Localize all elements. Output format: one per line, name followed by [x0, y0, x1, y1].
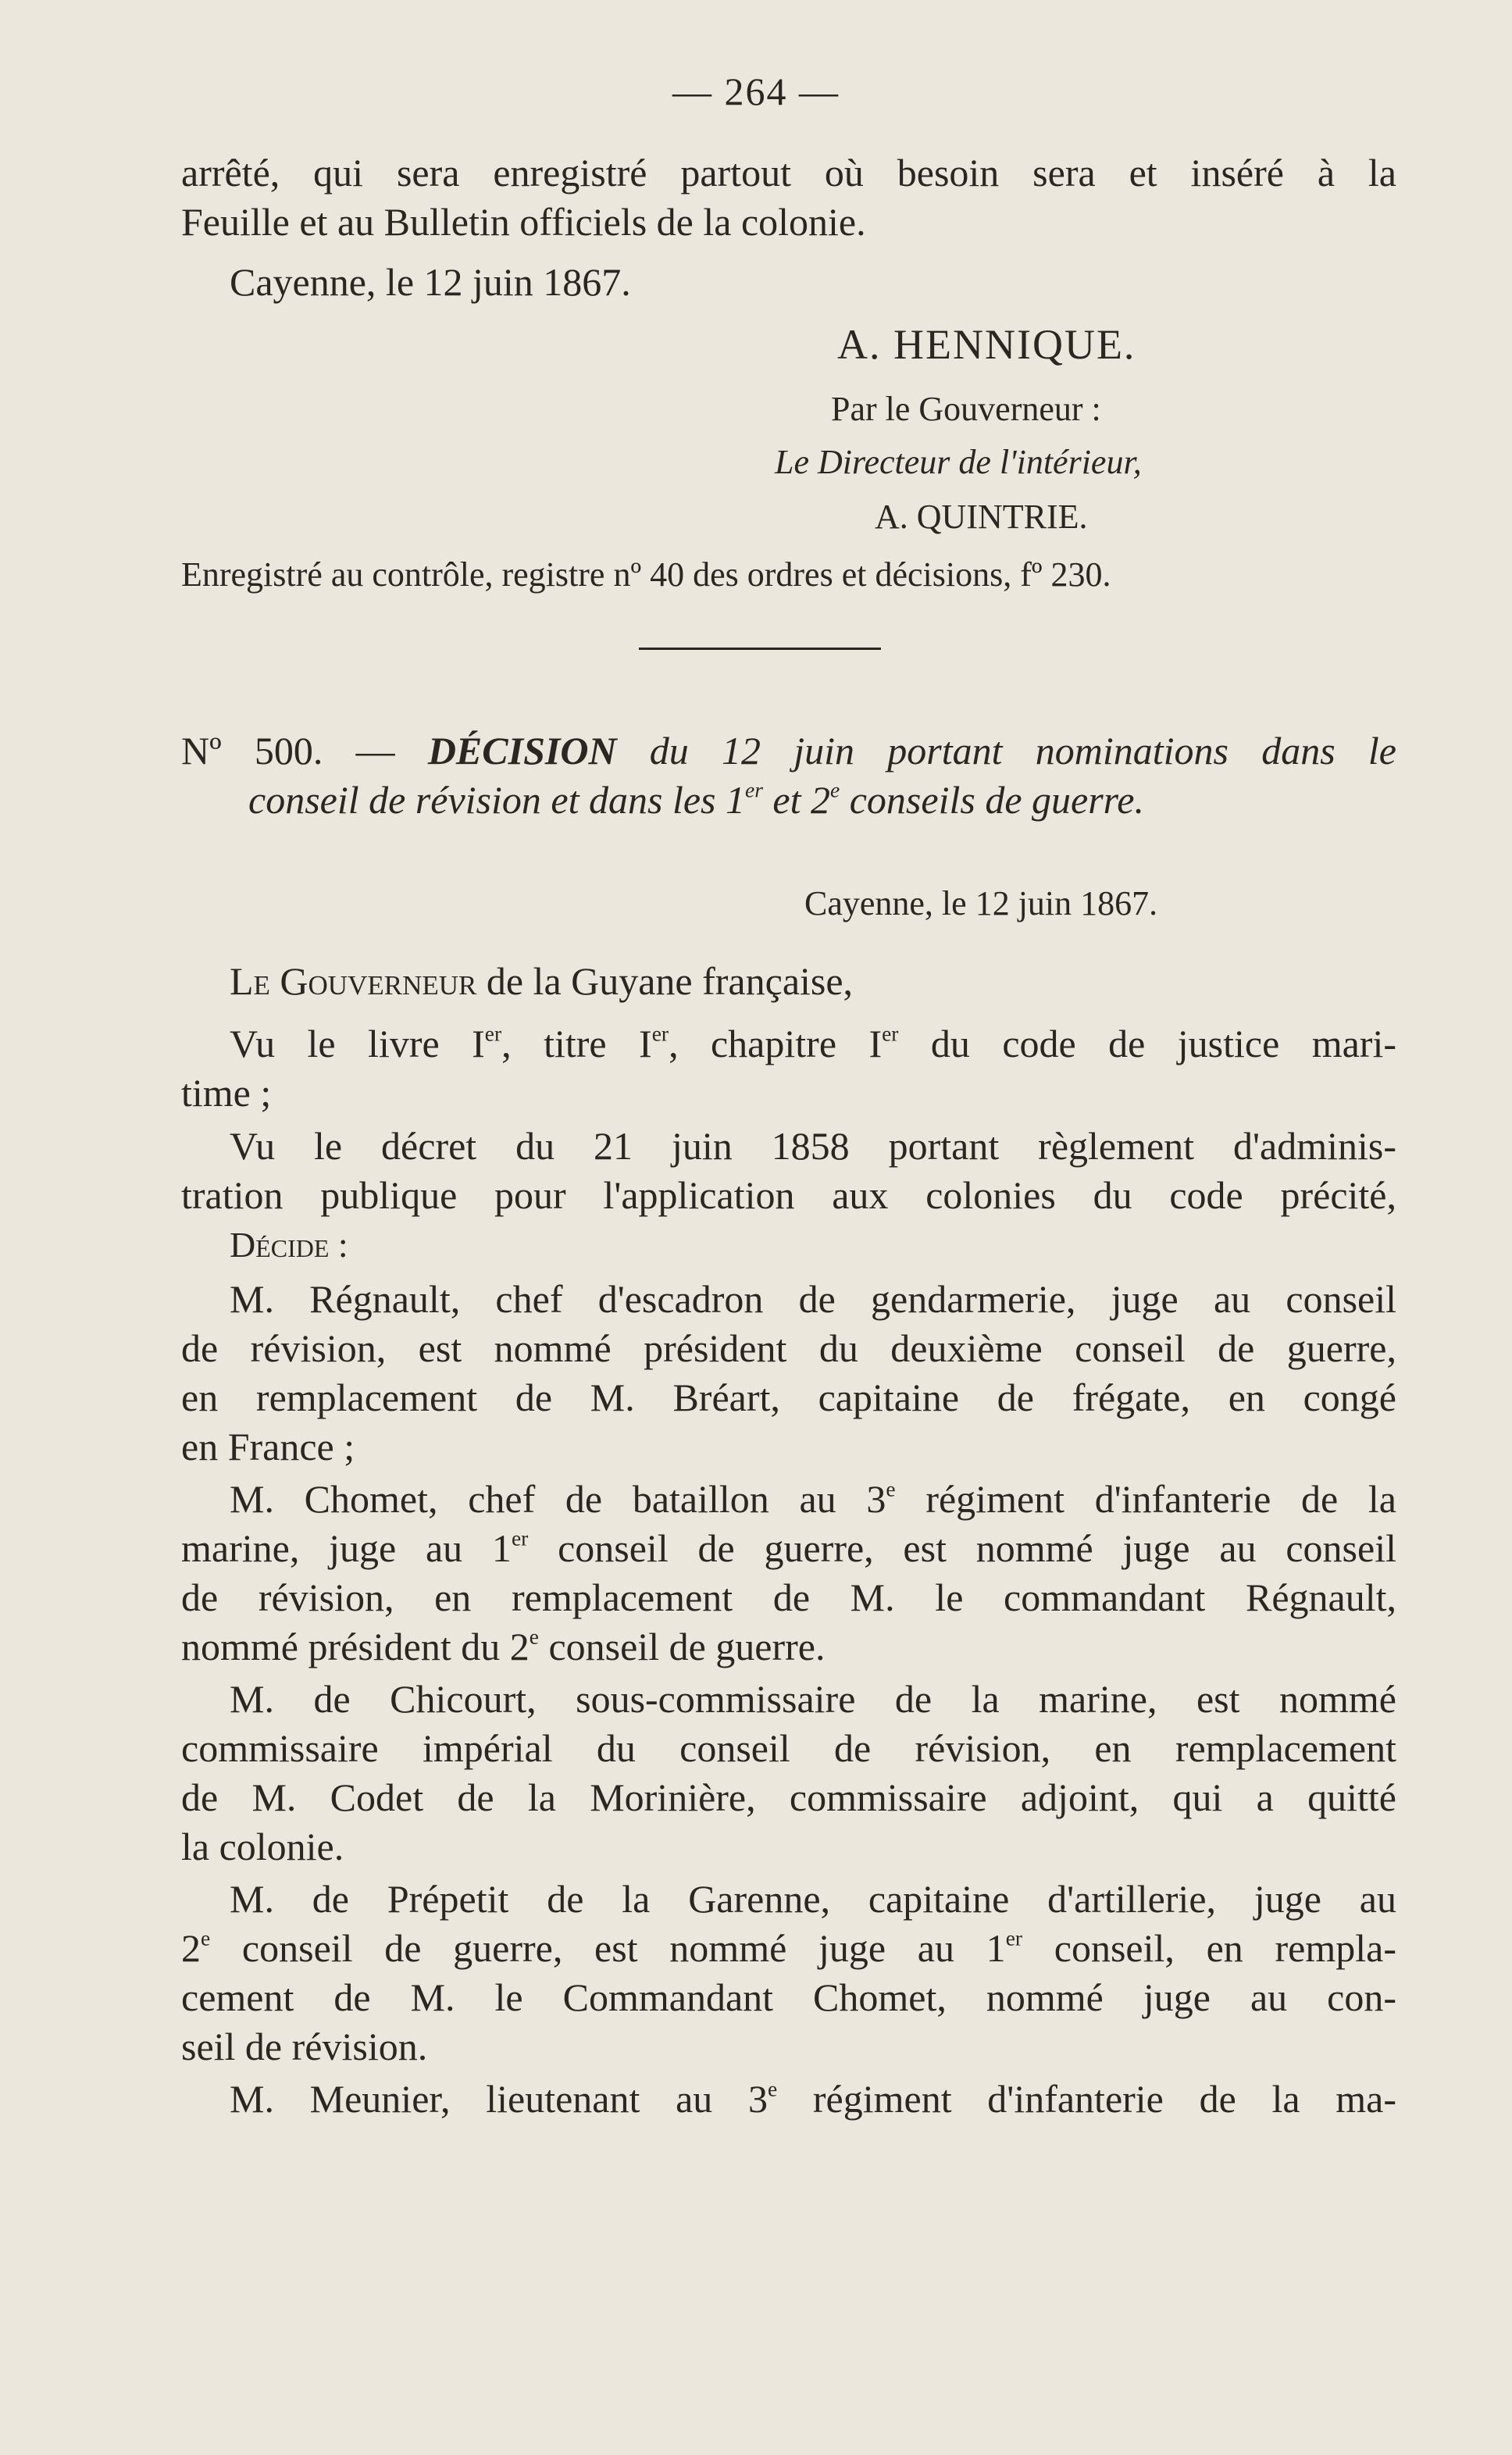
decision-dash: — — [355, 729, 395, 773]
intro-line-2: Feuille et au Bulletin officiels de la colonie. — [181, 200, 866, 244]
para-4-line-4: seil de révision. — [181, 2025, 428, 2068]
para-5-line-1: M. Meunier, lieutenant au 3e régiment d'infanterie de la ma- — [230, 2076, 1396, 2121]
para-2-line-2: marine, juge au 1er conseil de guerre, est nommé juge au conseil — [181, 1525, 1396, 1570]
intro-line-1: arrêté, qui sera enregistré partout où besoin sera et inséré à la — [181, 151, 1396, 194]
para-3-line-2: commissaire impérial du conseil de révision, en remplacement — [181, 1726, 1396, 1770]
section-divider — [639, 648, 881, 650]
signatory-name: A. HENNIQUE. — [837, 321, 1136, 368]
director-title: Le Directeur de l'intérieur, — [775, 443, 1142, 481]
para-1-line-3: en remplacement de M. Bréart, capitaine de frégate, en congé — [181, 1376, 1396, 1419]
governor-heading: Le Gouverneur — [230, 959, 477, 1003]
vu-1-line-2: time ; — [181, 1071, 272, 1115]
decision-place-date: Cayenne, le 12 juin 1867. — [804, 884, 1158, 922]
vu-1-line-1: Vu le livre Ier, titre Ier, chapitre Ier du code de justice mari- — [230, 1021, 1397, 1065]
page-number: — 264 — — [672, 70, 840, 113]
para-3-line-1: M. de Chicourt, sous-commissaire de la marine, est nommé — [230, 1677, 1396, 1721]
decision-number: Nº 500. — [181, 729, 323, 773]
by-governor-line: Par le Gouverneur : — [831, 390, 1101, 428]
para-4-line-3: cement de M. le Commandant Chomet, nommé juge au con- — [181, 1975, 1396, 2019]
decision-title-rest: du 12 juin portant nominations dans le — [616, 729, 1396, 773]
para-2-line-4: nommé président du 2e conseil de guerre. — [181, 1624, 826, 1668]
para-4-line-2: 2e conseil de guerre, est nommé juge au 1er conseil, en rempla- — [181, 1925, 1396, 1970]
decide-heading: Décide : — [230, 1225, 348, 1265]
para-3-line-3: de M. Codet de la Morinière, commissaire adjoint, qui a quitté — [181, 1775, 1396, 1819]
para-2-line-3: de révision, en remplacement de M. le commandant Régnault, — [181, 1575, 1396, 1619]
decision-word: DÉCISION — [427, 729, 617, 773]
director-name: A. QUINTRIE. — [875, 498, 1088, 536]
registration-line: Enregistré au contrôle, registre nº 40 des ordres et décisions, fº 230. — [181, 555, 1111, 594]
para-4-line-1: M. de Prépetit de la Garenne, capitaine d'artillerie, juge au — [230, 1877, 1396, 1921]
para-2-line-1: M. Chomet, chef de bataillon au 3e régiment d'infanterie de la — [230, 1476, 1396, 1521]
para-1-line-2: de révision, est nommé président du deuxième conseil de guerre, — [181, 1326, 1396, 1370]
decision-title-line-1 — [181, 726, 1396, 776]
para-1-line-4: en France ; — [181, 1425, 355, 1468]
para-3-line-4: la colonie. — [181, 1825, 344, 1868]
vu-2-line-2: tration publique pour l'application aux colonies du code précité, — [181, 1173, 1396, 1217]
intro-place-date: Cayenne, le 12 juin 1867. — [230, 260, 631, 304]
decision-title-line-2: conseil de révision et dans les 1er et 2e conseils de guerre. — [248, 777, 1144, 822]
governor-line: Le Gouverneur de la Guyane française, — [230, 959, 854, 1003]
vu-2-line-1: Vu le décret du 21 juin 1858 portant règlement d'adminis- — [230, 1124, 1396, 1168]
para-1-line-1: M. Régnault, chef d'escadron de gendarmerie, juge au conseil — [230, 1277, 1396, 1321]
